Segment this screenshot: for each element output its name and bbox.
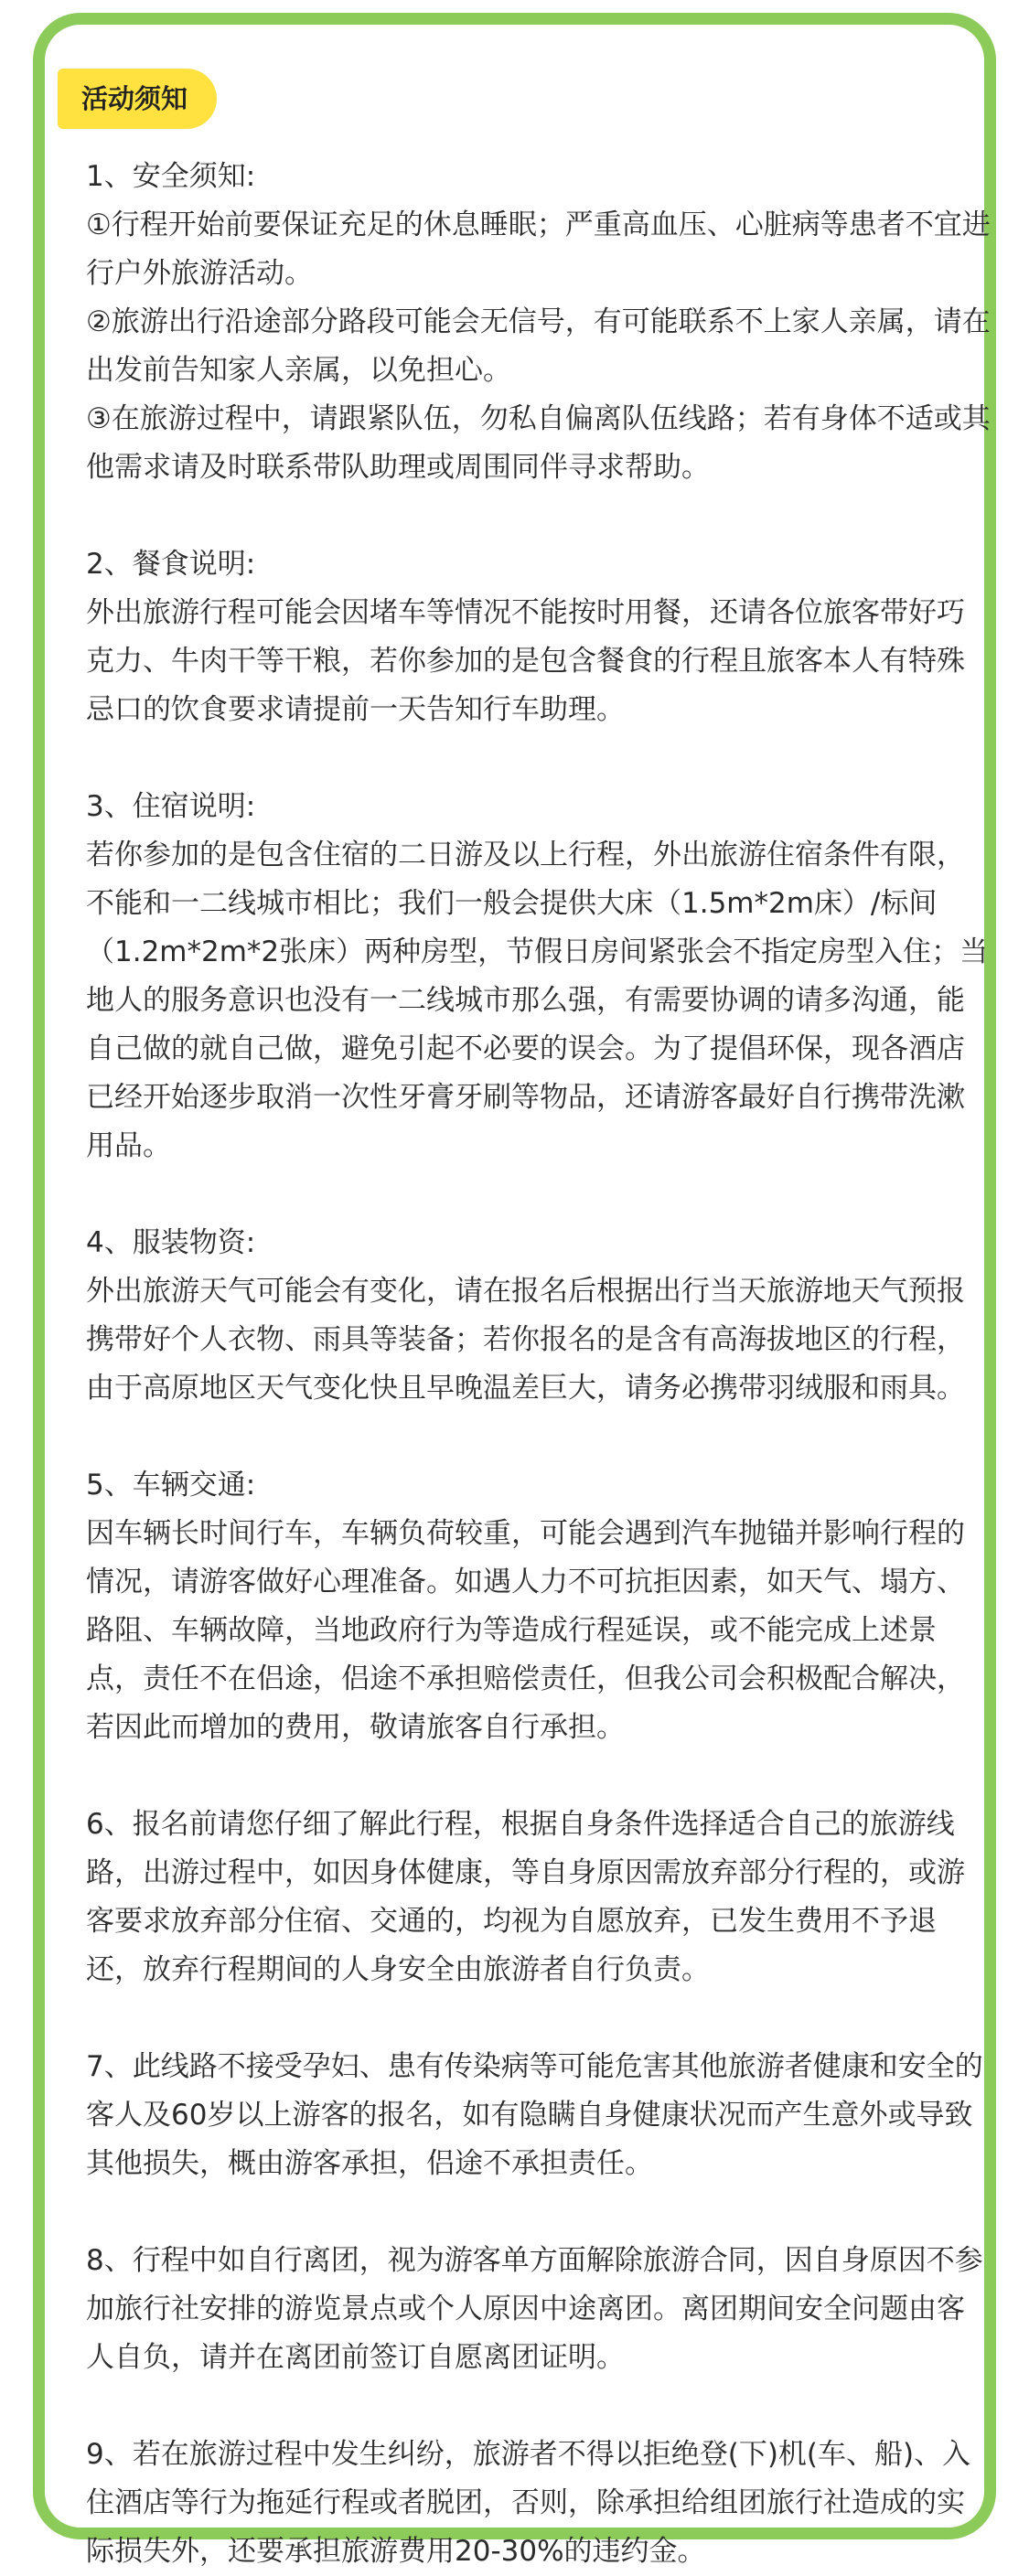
section-title: 4、服装物资: xyxy=(86,1226,256,1259)
notice-section-9 xyxy=(86,2431,991,2576)
notice-badge: 活动须知 xyxy=(58,69,217,129)
notice-section-1 xyxy=(86,153,991,492)
section-title: 3、住宿说明: xyxy=(86,790,256,823)
section-paragraph: 外出旅游天气可能会有变化，请在报名后根据出行当天旅游地天气预报携带好个人衣物、雨具等装备；若你报名的是含有高海拔地区的行程，由于高原地区天气变化快且早晚温差巨大，请务必携带羽绒服和雨具。 xyxy=(86,1275,965,1405)
notice-content xyxy=(86,153,991,2576)
section-paragraph: ①行程开始前要保证充足的休息睡眠；严重高血压、心脏病等患者不宜进行户外旅游活动。 xyxy=(86,208,991,290)
section-title: 5、车辆交通: xyxy=(86,1469,256,1502)
notice-section-7 xyxy=(86,2043,991,2188)
section-paragraph: 因车辆长时间行车，车辆负荷较重，可能会遇到汽车抛锚并影响行程的情况，请游客做好心理准备。如遇人力不可抗拒因素，如天气、塌方、路阻、车辆故障，当地政府行为等造成行程延误，或不能完成上述景点，责任不在侣途，侣途不承担赔偿责任，但我公司会积极配合解决，若因此而增加的费用，敬请旅客自行承担。 xyxy=(86,1517,965,1744)
section-paragraph: 6、报名前请您仔细了解此行程，根据自身条件选择适合自己的旅游线路，出游过程中，如因身体健康，等自身原因需放弃部分行程的，或游客要求放弃部分住宿、交通的，均视为自愿放弃，已发生费用不予退还，放弃行程期间的人身安全由旅游者自行负责。 xyxy=(86,1808,965,1986)
notice-section-3 xyxy=(86,783,991,1170)
section-paragraph: 7、此线路不接受孕妇、患有传染病等可能危害其他旅游者健康和安全的客人及60岁以上游客的报名，如有隐瞒自身健康状况而产生意外或导致其他损失，概由游客承担，侣途不承担责任。 xyxy=(86,2050,983,2180)
section-paragraph: 8、行程中如自行离团，视为游客单方面解除旅游合同，因自身原因不参加旅行社安排的游览景点或个人原因中途离团。离团期间安全问题由客人自负，请并在离团前签订自愿离团证明。 xyxy=(86,2244,983,2374)
section-title: 1、安全须知: xyxy=(86,160,256,193)
notice-section-2 xyxy=(86,540,991,734)
section-paragraph: ②旅游出行沿途部分路段可能会无信号，有可能联系不上家人亲属，请在出发前告知家人亲属，以免担心。 xyxy=(86,305,991,387)
notice-section-5 xyxy=(86,1461,991,1752)
notice-section-8 xyxy=(86,2237,991,2382)
section-title: 2、餐食说明: xyxy=(86,548,256,581)
notice-section-6 xyxy=(86,1801,991,1994)
notice-card xyxy=(33,13,996,2568)
section-paragraph: 9、若在旅游过程中发生纠纷，旅游者不得以拒绝登(下)机(车、船)、入住酒店等行为拖延行程或者脱团，否则，除承担给组团旅行社造成的实际损失外，还要承担旅游费用20-30%的违约金。 xyxy=(86,2438,971,2568)
section-paragraph: 外出旅游行程可能会因堵车等情况不能按时用餐，还请各位旅客带好巧克力、牛肉干等干粮，若你参加的是包含餐食的行程且旅客本人有特殊忌口的饮食要求请提前一天告知行车助理。 xyxy=(86,596,965,726)
section-paragraph: ③在旅游过程中，请跟紧队伍，勿私自偏离队伍线路；若有身体不适或其他需求请及时联系带队助理或周围同伴寻求帮助。 xyxy=(86,402,991,484)
section-paragraph: 若你参加的是包含住宿的二日游及以上行程，外出旅游住宿条件有限，不能和一二线城市相比；我们一般会提供大床（1.5m*2m床）/标间（1.2m*2m*2张床）两种房型，节假日房间紧张会不指定房型入住；当地人的服务意识也没有一二线城市那么强，有需要协调的请多沟通，能自己做的就自己做，避免引起不必要的误会。为了提倡环保，现各酒店已经开始逐步取消一次性牙膏牙刷等物品，还请游客最好自行携带洗漱用品。 xyxy=(86,839,989,1162)
notice-section-4 xyxy=(86,1219,991,1413)
